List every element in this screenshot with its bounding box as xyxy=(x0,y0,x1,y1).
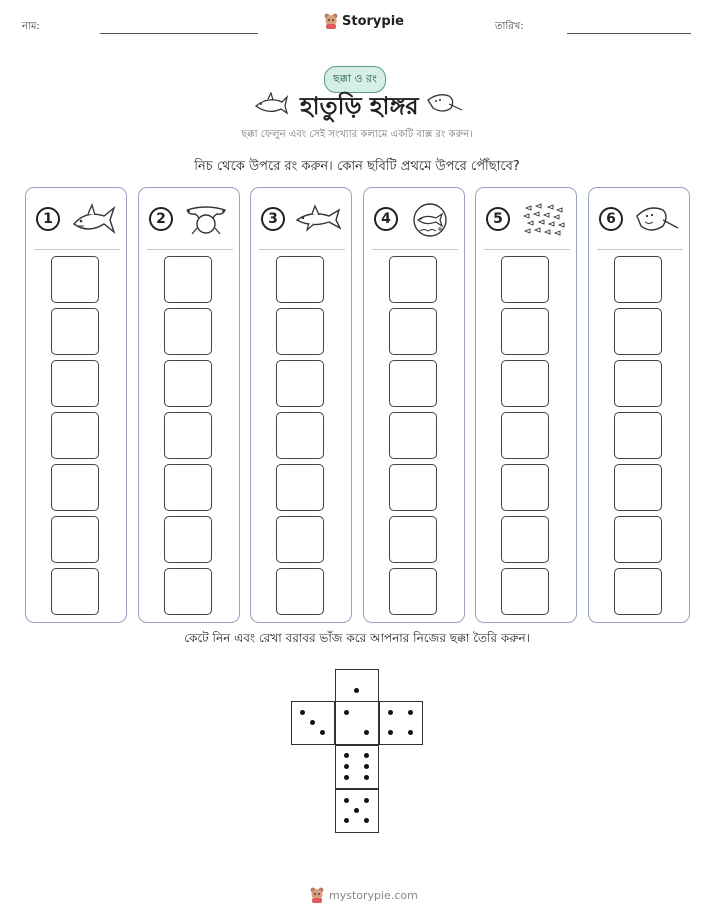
color-box[interactable] xyxy=(614,308,662,355)
color-box[interactable] xyxy=(276,360,324,407)
column-number: 1 xyxy=(36,207,60,231)
bear-logo-icon xyxy=(324,13,338,29)
color-box[interactable] xyxy=(164,568,212,615)
subtitle: ছক্কা ফেলুন এবং সেই সংখ্যার কলামে একটি বাক্স রং করুন। xyxy=(241,129,473,140)
color-box[interactable] xyxy=(614,568,662,615)
dice-pip xyxy=(344,764,349,769)
swimming-shark-icon xyxy=(295,202,341,238)
dice-pip xyxy=(344,798,349,803)
column-divider xyxy=(372,249,458,250)
date-line[interactable] xyxy=(567,33,691,34)
column-divider xyxy=(484,249,570,250)
footer xyxy=(310,887,418,903)
dice-pip xyxy=(300,710,305,715)
dice-pip xyxy=(388,730,393,735)
color-box[interactable] xyxy=(614,464,662,511)
dice-face-5 xyxy=(335,789,379,833)
color-box[interactable] xyxy=(389,516,437,563)
column-header xyxy=(599,202,683,238)
column-header xyxy=(36,202,120,238)
dice-pip xyxy=(408,730,413,735)
color-box[interactable] xyxy=(51,256,99,303)
column-divider xyxy=(259,249,345,250)
color-box[interactable] xyxy=(501,360,549,407)
name-label: নাম: xyxy=(22,21,40,32)
color-box[interactable] xyxy=(501,516,549,563)
dice-pip xyxy=(354,688,359,693)
stingray-icon xyxy=(633,202,679,238)
color-box[interactable] xyxy=(51,568,99,615)
column-2 xyxy=(138,187,240,623)
color-box[interactable] xyxy=(276,412,324,459)
color-box[interactable] xyxy=(389,568,437,615)
color-box[interactable] xyxy=(51,516,99,563)
shark-icon xyxy=(70,202,116,238)
color-box[interactable] xyxy=(614,516,662,563)
color-box[interactable] xyxy=(276,256,324,303)
dice-pip xyxy=(344,753,349,758)
color-box[interactable] xyxy=(276,308,324,355)
column-header xyxy=(486,202,570,238)
dice-pip xyxy=(364,730,369,735)
color-box[interactable] xyxy=(389,256,437,303)
dice-pip xyxy=(344,710,349,715)
color-box[interactable] xyxy=(389,308,437,355)
dice-face-3 xyxy=(291,701,335,745)
color-box[interactable] xyxy=(276,568,324,615)
column-divider xyxy=(147,249,233,250)
dice-pip xyxy=(344,775,349,780)
bear-logo-icon xyxy=(310,887,324,903)
color-box[interactable] xyxy=(389,464,437,511)
color-box[interactable] xyxy=(51,464,99,511)
color-box[interactable] xyxy=(164,464,212,511)
brand-name: Storypie xyxy=(342,13,404,29)
title-stingray-icon xyxy=(425,90,463,118)
dice-face-2 xyxy=(335,701,379,745)
color-box[interactable] xyxy=(164,412,212,459)
color-box[interactable] xyxy=(389,412,437,459)
column-number: 5 xyxy=(486,207,510,231)
column-1 xyxy=(25,187,127,623)
column-number: 2 xyxy=(149,207,173,231)
color-box[interactable] xyxy=(614,360,662,407)
color-box[interactable] xyxy=(389,360,437,407)
column-3 xyxy=(250,187,352,623)
column-number: 4 xyxy=(374,207,398,231)
column-divider xyxy=(597,249,683,250)
footer-url[interactable]: mystorypie.com xyxy=(329,888,418,902)
color-box[interactable] xyxy=(501,256,549,303)
color-box[interactable] xyxy=(164,360,212,407)
dice-pip xyxy=(320,730,325,735)
cut-instruction: কেটে নিন এবং রেখা বরাবর ভাঁজ করে আপনার নিজের ছক্কা তৈরি করুন। xyxy=(184,631,530,645)
activity-badge: ছক্কা ও রং xyxy=(324,66,386,93)
color-box[interactable] xyxy=(51,412,99,459)
page-title: হাতুড়ি হাঙ্গর xyxy=(300,92,419,120)
column-4 xyxy=(363,187,465,623)
color-box[interactable] xyxy=(501,412,549,459)
column-number: 3 xyxy=(261,207,285,231)
hammerhead-shark-icon xyxy=(183,202,229,238)
shark-bubble-icon xyxy=(408,202,454,238)
dice-pip xyxy=(344,818,349,823)
dice-pip xyxy=(354,808,359,813)
dice-pip xyxy=(364,753,369,758)
color-box[interactable] xyxy=(614,412,662,459)
color-box[interactable] xyxy=(501,568,549,615)
dice-face-6 xyxy=(335,745,379,789)
color-box[interactable] xyxy=(51,308,99,355)
dice-pip xyxy=(364,818,369,823)
title-shark-icon xyxy=(254,92,288,118)
dice-pip xyxy=(408,710,413,715)
dice-face-4 xyxy=(379,701,423,745)
color-box[interactable] xyxy=(51,360,99,407)
color-box[interactable] xyxy=(164,516,212,563)
dice-pip xyxy=(364,775,369,780)
brand-logo xyxy=(324,13,404,29)
column-header xyxy=(261,202,345,238)
color-box[interactable] xyxy=(501,464,549,511)
dice-pip xyxy=(388,710,393,715)
color-box[interactable] xyxy=(276,464,324,511)
instruction: নিচ থেকে উপরে রং করুন। কোন ছবিটি প্রথমে উপরে পৌঁছাবে? xyxy=(194,159,520,174)
fish-school-icon xyxy=(520,202,566,238)
column-header xyxy=(149,202,233,238)
column-divider xyxy=(34,249,120,250)
dice-pip xyxy=(364,798,369,803)
color-box[interactable] xyxy=(164,308,212,355)
column-number: 6 xyxy=(599,207,623,231)
dice-pip xyxy=(364,764,369,769)
name-line[interactable] xyxy=(100,33,258,34)
color-box[interactable] xyxy=(501,308,549,355)
column-header xyxy=(374,202,458,238)
column-6 xyxy=(588,187,690,623)
column-5 xyxy=(475,187,577,623)
color-box[interactable] xyxy=(164,256,212,303)
dice-net[interactable] xyxy=(291,656,424,834)
color-box[interactable] xyxy=(276,516,324,563)
color-box[interactable] xyxy=(614,256,662,303)
date-label: তারিখ: xyxy=(495,21,524,32)
dice-pip xyxy=(310,720,315,725)
